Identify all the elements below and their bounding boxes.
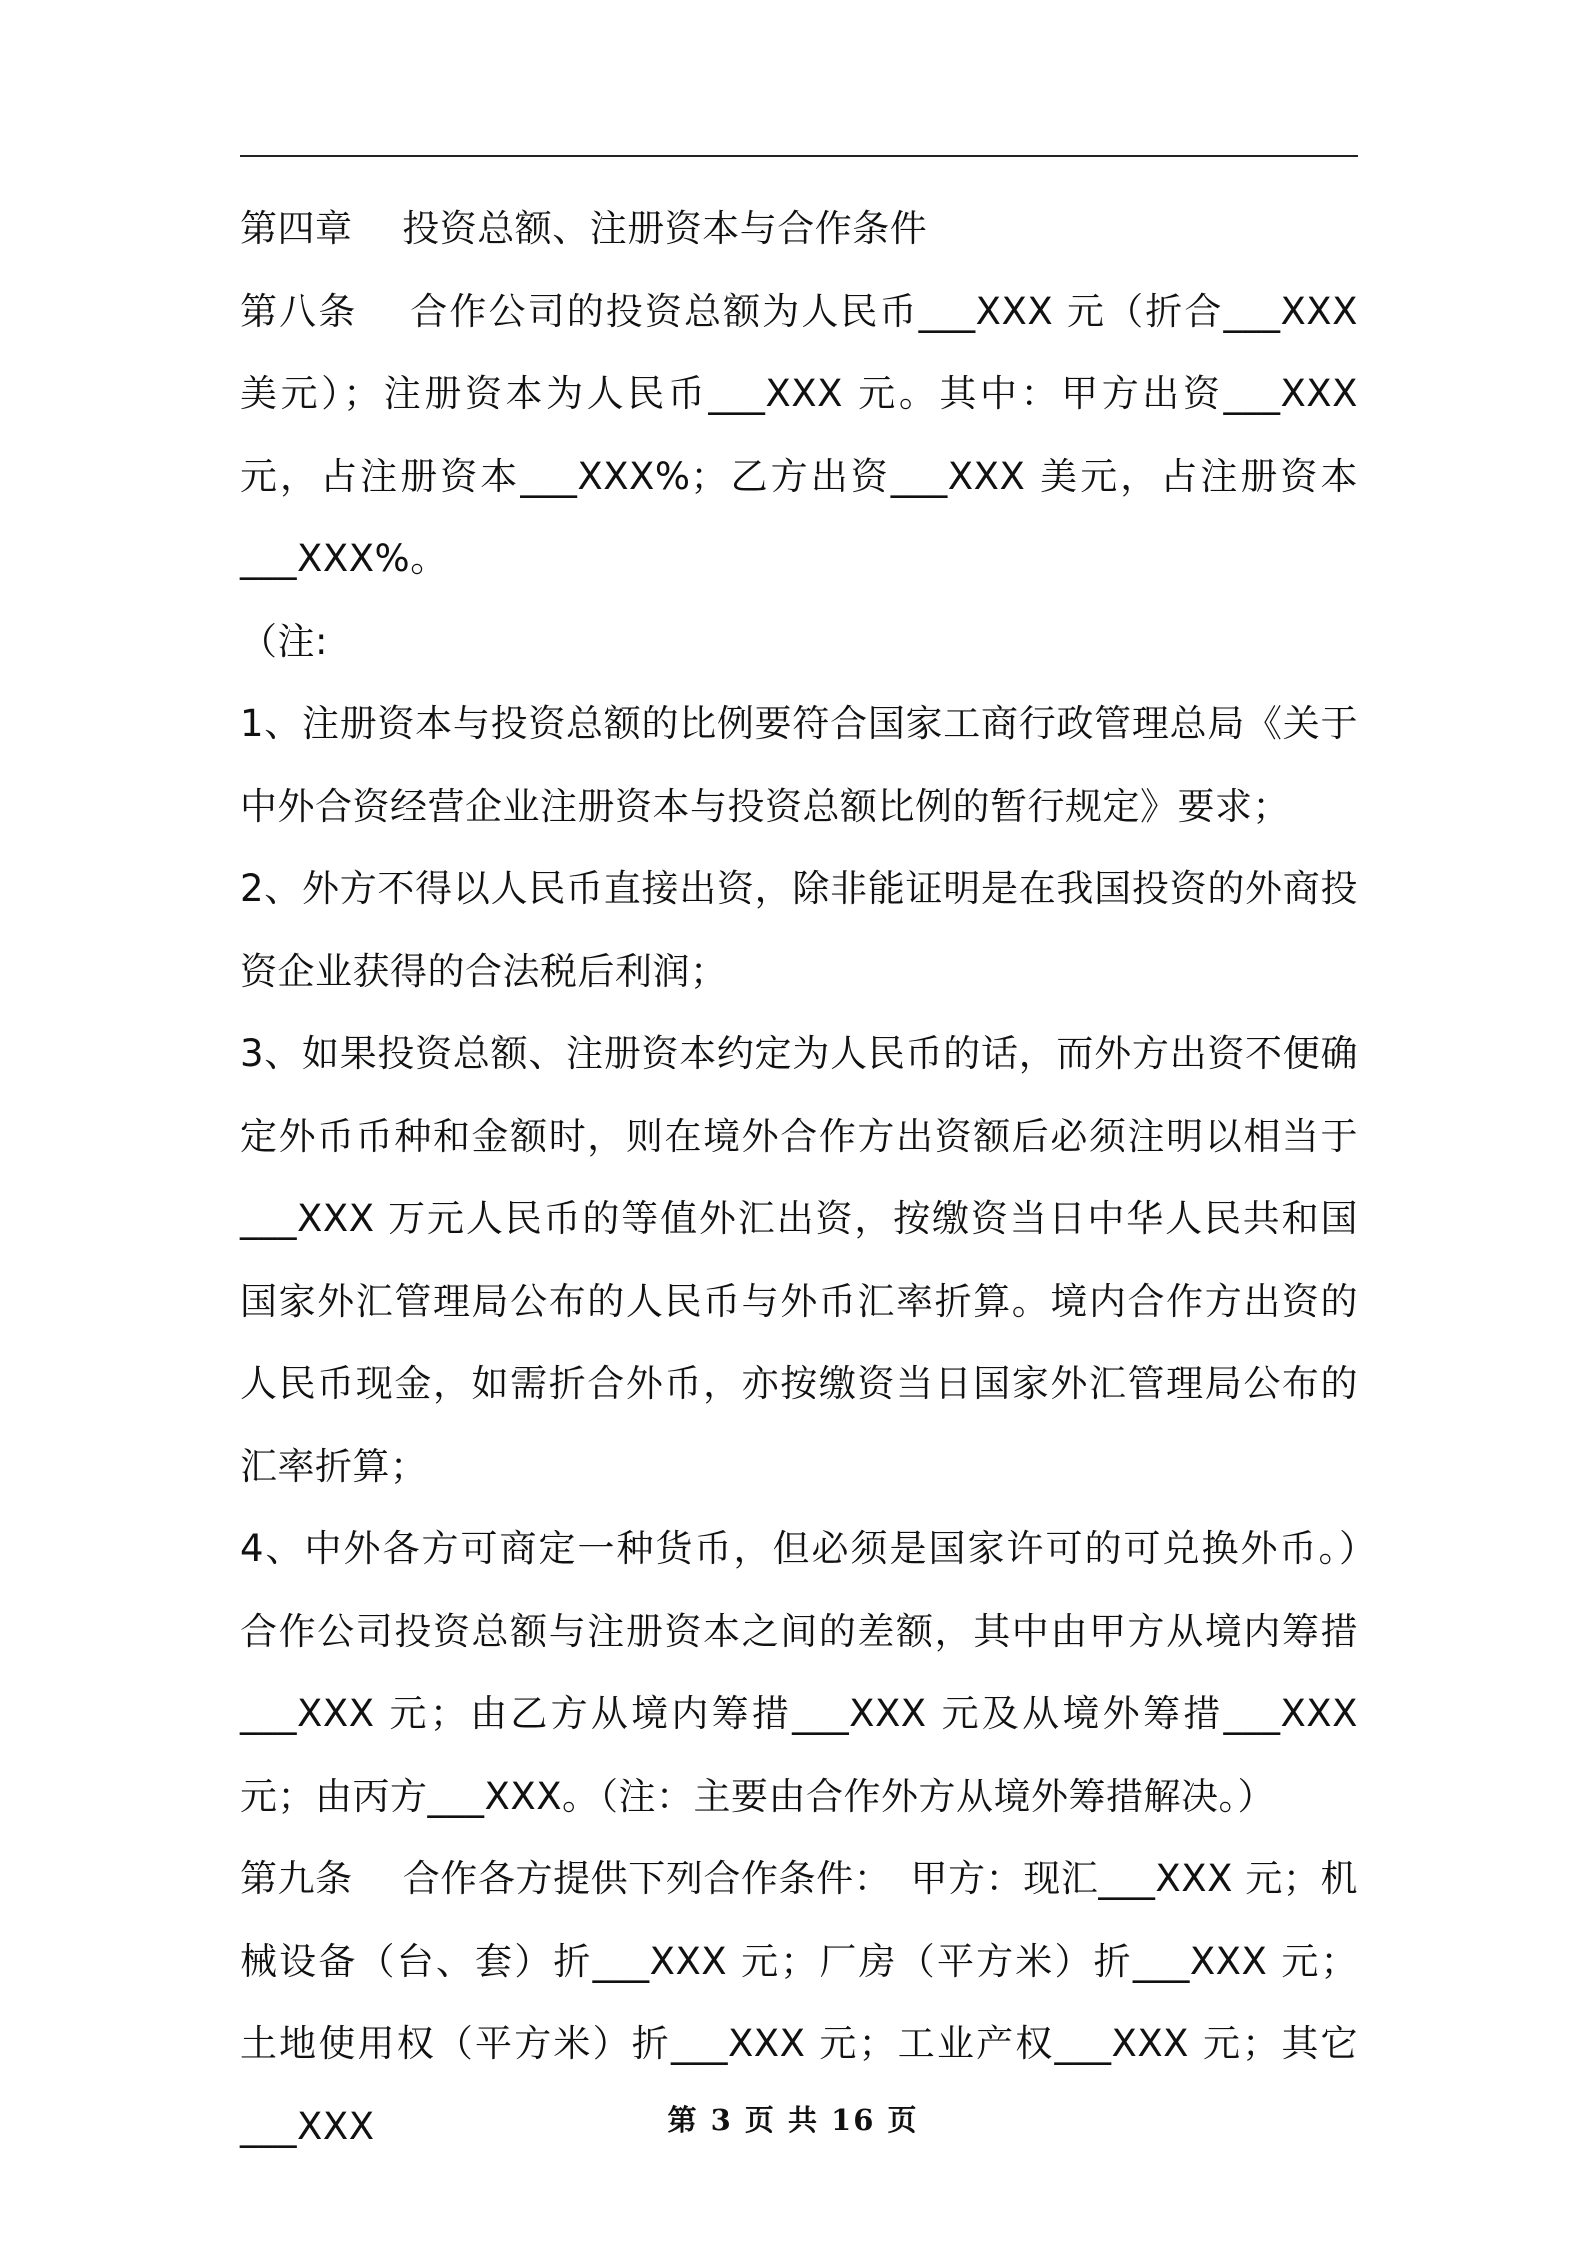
page-number: 第 3 页 共 16 页 [667,2103,919,2137]
note-item-2: 2、外方不得以人民币直接出资，除非能证明是在我国投资的外商投资企业获得的合法税后利润； [240,867,1358,993]
chapter-heading: 第四章 投资总额、注册资本与合作条件 [240,207,928,250]
header-rule [240,155,1358,157]
document-body [240,188,1396,2168]
note-item-3: 3、如果投资总额、注册资本约定为人民币的话，而外方出资不便确定外币币种和金额时，则在境外合作方出资额后必须注明以相当于___XXX 万元人民币的等值外汇出资，按缴资当日中华人民共和国国家外汇管理局公布的人民币与外币汇率折算。境内合作方出资的人民币现金，如需折合外币，亦按缴资当日国家外汇管理局公布的汇率折算； [240,1032,1358,1488]
note-item-1: 1、注册资本与投资总额的比例要符合国家工商行政管理总局《关于中外合资经营企业注册资本与投资总额比例的暂行规定》要求； [240,702,1358,828]
note-item-4: 4、中外各方可商定一种货币，但必须是国家许可的可兑换外币。） 合作公司投资总额与注册资本之间的差额，其中由甲方从境内筹措___XXX 元；由乙方从境内筹措___XXX 元及从境外筹措___XXX 元；由丙方___XXX。（注：主要由合作外方从境外筹措解决。） [240,1527,1396,1818]
note-open: （注: [240,619,328,663]
article-9: 第九条 合作各方提供下列合作条件： 甲方：现汇___XXX 元；机械设备（台、套）折___XXX 元；厂房（平方米）折___XXX 元；土地使用权（平方米）折___XXX 元；工业产权___XXX 元；其它___XXX [240,1857,1358,2148]
article-8: 第八条 合作公司的投资总额为人民币___XXX 元（折合___XXX 美元）；注册资本为人民币___XXX 元。其中：甲方出资___XXX 元，占注册资本___XXX%；乙方出资___XXX 美元，占注册资本___XXX%。 [240,289,1358,580]
